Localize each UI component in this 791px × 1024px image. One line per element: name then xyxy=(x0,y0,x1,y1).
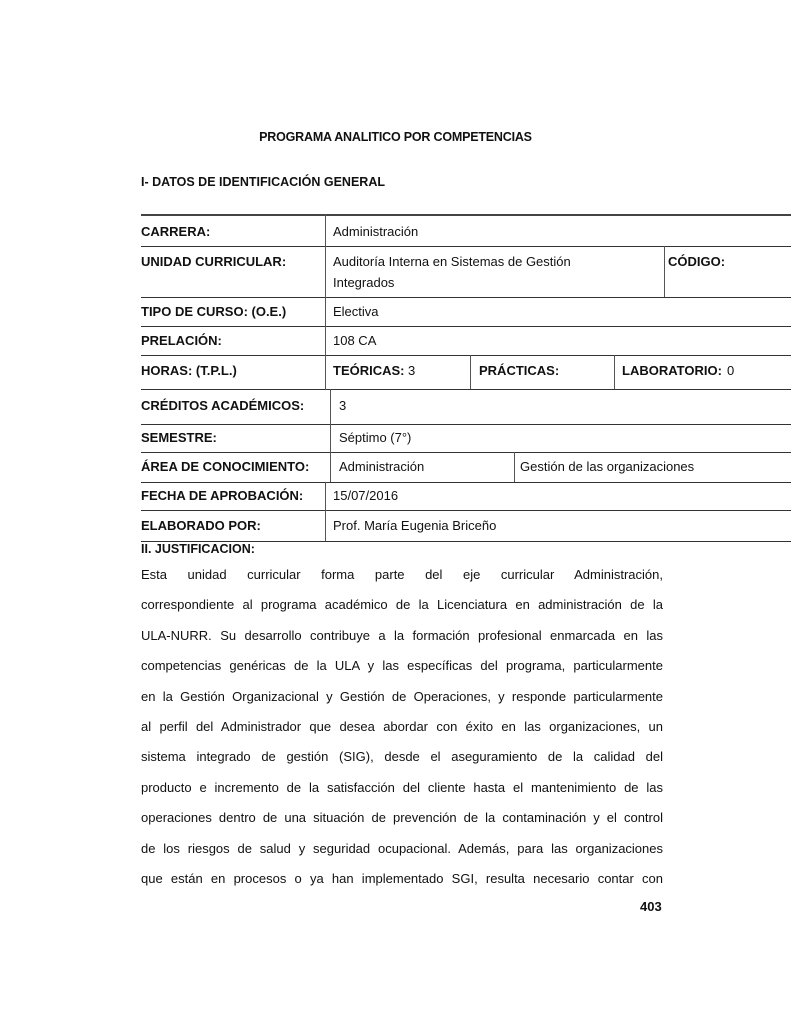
table-col-divider xyxy=(325,482,326,541)
table-row-divider xyxy=(141,297,791,298)
section-heading-identification: I- DATOS DE IDENTIFICACIÓN GENERAL xyxy=(141,175,385,189)
table-row-divider xyxy=(141,424,791,425)
justification-line: operaciones dentro de una situación de prevención de la contaminación y el control xyxy=(141,810,663,826)
carrera-label: CARRERA: xyxy=(141,224,211,239)
justification-line: producto e incremento de la satisfacción del cliente hasta el mantenimiento de las xyxy=(141,779,663,795)
laboratorio-label: LABORATORIO: xyxy=(622,363,722,378)
justification-line: al perfil del Administrador que desea abordar con éxito en las organizaciones, un xyxy=(141,719,663,735)
section-heading-justification: II. JUSTIFICACION: xyxy=(141,542,255,556)
table-row-divider xyxy=(141,246,791,247)
justification-line: de los riesgos de salud y seguridad ocupacional. Además, para las organizaciones xyxy=(141,840,663,856)
table-col-divider xyxy=(325,214,326,390)
prelacion-label: PRELACIÓN: xyxy=(141,333,222,348)
semestre-value: Séptimo (7°) xyxy=(339,430,412,445)
area-conocimiento-subarea: Gestión de las organizaciones xyxy=(520,459,695,474)
justification-line: sistema integrado de gestión (SIG), desde el aseguramiento de la calidad del xyxy=(141,749,663,765)
elaborado-por-value: Prof. María Eugenia Briceño xyxy=(333,518,497,533)
justification-line: Esta unidad curricular forma parte del eje curricular Administración, xyxy=(141,567,663,582)
horas-label: HORAS: (T.P.L.) xyxy=(141,363,237,378)
justification-line: competencias genéricas de la ULA y las específicas del programa, particularmente xyxy=(141,658,663,674)
practicas-label: PRÁCTICAS: xyxy=(479,363,560,378)
teoricas-label: TEÓRICAS: xyxy=(333,363,405,378)
table-col-divider xyxy=(614,355,615,389)
laboratorio-value: 0 xyxy=(727,363,735,378)
tipo-curso-value: Electiva xyxy=(333,304,379,319)
justification-paragraph xyxy=(141,560,663,894)
semestre-label: SEMESTRE: xyxy=(141,430,217,445)
prelacion-value: 108 CA xyxy=(333,333,377,348)
justification-line: ULA-NURR. Su desarrollo contribuye a la formación profesional enmarcada en las xyxy=(141,627,663,643)
creditos-label: CRÉDITOS ACADÉMICOS: xyxy=(141,398,305,413)
fecha-aprobacion-label: FECHA DE APROBACIÓN: xyxy=(141,488,304,503)
table-col-divider xyxy=(514,452,515,482)
unidad-curricular-value-line2: Integrados xyxy=(333,275,395,290)
table-top-border xyxy=(141,214,791,216)
table-col-divider xyxy=(330,389,331,482)
table-row-divider xyxy=(141,355,791,356)
table-row-divider xyxy=(141,389,791,390)
table-row-divider xyxy=(141,326,791,327)
table-row-divider xyxy=(141,452,791,453)
area-conocimiento-label: ÁREA DE CONOCIMIENTO: xyxy=(141,459,310,474)
unidad-curricular-label: UNIDAD CURRICULAR: xyxy=(141,254,287,269)
justification-line: en la Gestión Organizacional y Gestión de Operaciones, y responde particularmente xyxy=(141,688,663,704)
area-conocimiento-value: Administración xyxy=(339,459,425,474)
creditos-value: 3 xyxy=(339,398,347,413)
tipo-curso-label: TIPO DE CURSO: (O.E.) xyxy=(141,304,287,319)
justification-line: que están en procesos o ya han implementado SGI, resulta necesario contar con xyxy=(141,871,663,887)
unidad-curricular-value-line1: Auditoría Interna en Sistemas de Gestión xyxy=(333,254,571,269)
codigo-label: CÓDIGO: xyxy=(668,254,726,269)
page-number: 403 xyxy=(640,899,662,914)
elaborado-por-label: ELABORADO POR: xyxy=(141,518,261,533)
fecha-aprobacion-value: 15/07/2016 xyxy=(333,488,399,503)
document-title: PROGRAMA ANALITICO POR COMPETENCIAS xyxy=(259,130,532,144)
table-col-divider xyxy=(470,355,471,389)
table-row-divider xyxy=(141,482,791,483)
table-col-divider xyxy=(664,246,665,297)
table-row-divider xyxy=(141,510,791,511)
teoricas-value: 3 xyxy=(408,363,416,378)
carrera-value: Administración xyxy=(333,224,419,239)
justification-line: correspondiente al programa académico de la Licenciatura en administración de la xyxy=(141,597,663,613)
